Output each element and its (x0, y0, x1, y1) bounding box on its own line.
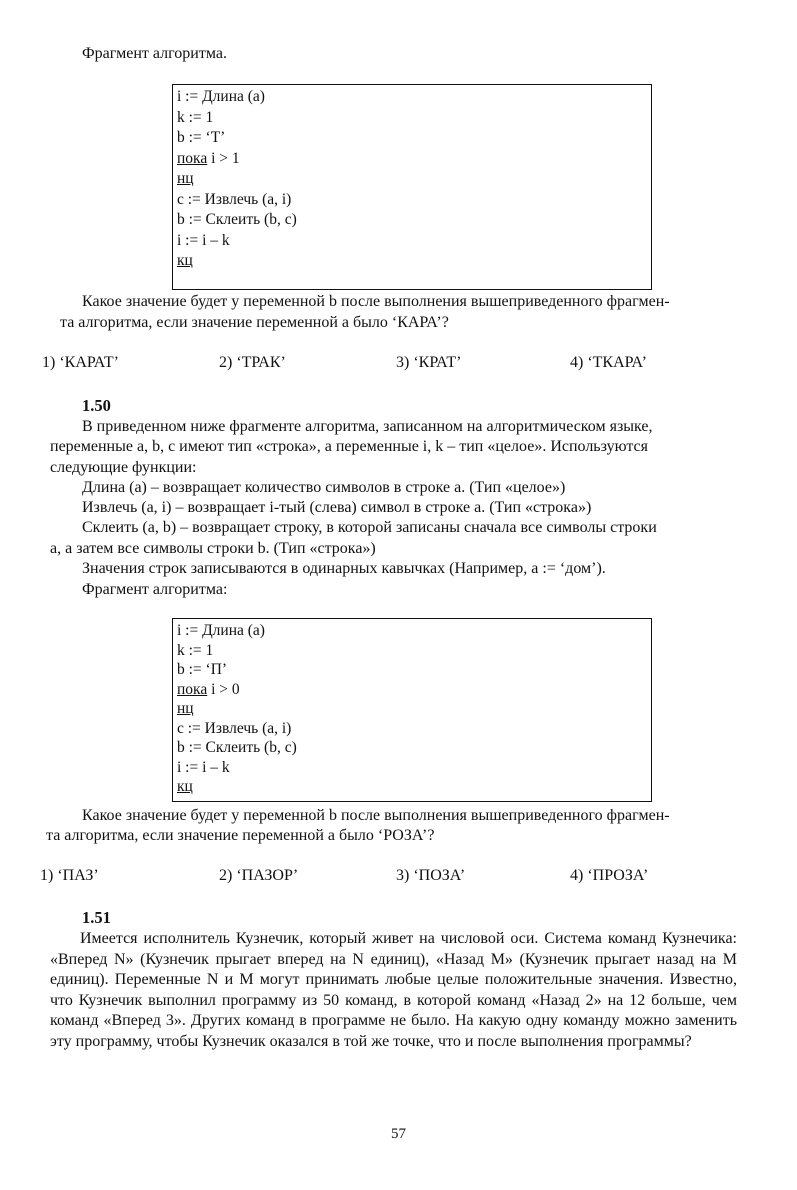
code-line: b := ‘T’ (177, 129, 226, 146)
answer-option-1: 1) ‘КАРАТ’ (42, 354, 119, 371)
task-1-50-text-line-1: В приведенном ниже фрагменте алгоритма, записанном на алгоритмическом языке, (82, 418, 653, 435)
answer-option-3: 3) ‘КРАТ’ (396, 354, 462, 371)
keyword-nc: нц (177, 170, 194, 187)
code-line (177, 251, 651, 272)
question-1-line-2: та алгоритма, если значение переменной a было ‘КАРА’? (60, 314, 449, 331)
code-line: i := Длина (a) (177, 88, 265, 105)
code-condition: i > 1 (207, 149, 240, 167)
answer-option-4: 4) ‘ПРОЗА’ (570, 867, 649, 884)
code-line: i := Длина (a) (177, 622, 265, 639)
task-1-50-text-line-3: следующие функции: (50, 459, 197, 476)
function-skleit-description-line-1: Склеить (a, b) – возвращает строку, в которой записаны сначала все символы строки (82, 519, 657, 536)
keyword-poka: пока (177, 149, 208, 167)
answer-option-1: 1) ‘ПАЗ’ (40, 867, 99, 884)
string-notation-note: Значения строк записываются в одинарных кавычках (Например, a := ‘дом’). (82, 560, 606, 577)
answer-option-4: 4) ‘ТКАРА’ (570, 354, 647, 371)
algorithm-box-2 (172, 618, 652, 802)
function-dlina-description: Длина (a) – возвращает количество символов в строке a. (Тип «целое») (82, 479, 566, 496)
code-line: b := Склеить (b, c) (177, 739, 297, 756)
answer-option-3: 3) ‘ПОЗА’ (396, 867, 466, 884)
code-line (177, 680, 651, 700)
task-number-1-50: 1.50 (82, 396, 111, 415)
page-number: 57 (391, 1126, 406, 1142)
code-line: c := Извлечь (a, i) (177, 719, 292, 737)
task-1-51-text: Имеется исполнитель Кузнечик, который живет на числовой оси. Система команд Кузнечика: «Вперед N» (Кузнечик прыгает вперед на N единиц), «Назад M» (Кузнечик прыгает назад на M единиц). Переменные N и M могут принимать любые целые положительные значения. Известно, что Кузнечик выполнил программу из 50 команд, в которой команд «Назад 2» на 12 больше, чем команд «Вперед 3». Других команд в программе не было. На какую одну команду можно заменить эту программу, чтобы Кузнечик оказался в той же точке, что и после выполнения программы? (50, 930, 737, 1050)
answer-option-2: 2) ‘ТРАК’ (219, 354, 286, 371)
code-line (177, 169, 651, 190)
code-line: b := ‘П’ (177, 661, 228, 678)
keyword-kc: кц (177, 252, 193, 269)
code-line: i := i – k (177, 758, 230, 776)
task-number-1-51: 1.51 (82, 908, 111, 927)
answer-option-2: 2) ‘ПАЗОР’ (219, 867, 299, 884)
fragment-label-1: Фрагмент алгоритма. (82, 45, 227, 62)
keyword-poka: пока (177, 680, 208, 698)
algorithm-box-1 (172, 84, 652, 290)
code-line: c := Извлечь (a, i) (177, 190, 292, 208)
code-line: i := i – k (177, 231, 230, 249)
function-izvlech-description: Извлечь (a, i) – возвращает i-тый (слева) символ в строке a. (Тип «строка») (82, 499, 592, 516)
question-1-line-1: Какое значение будет у переменной b после выполнения вышеприведенного фрагмен- (82, 293, 670, 310)
task-1-50-text-line-2: переменные a, b, c имеют тип «строка», а переменные i, k – тип «целое». Используются (50, 438, 648, 455)
keyword-kc: кц (177, 778, 193, 795)
code-condition: i > 0 (207, 680, 240, 698)
question-2-line-1: Какое значение будет у переменной b после выполнения вышеприведенного фрагмен- (82, 807, 670, 824)
code-line (177, 777, 651, 797)
question-2-line-2: та алгоритма, если значение переменной a было ‘РОЗА’? (46, 827, 435, 844)
fragment-label-2: Фрагмент алгоритма: (82, 581, 228, 598)
code-line (177, 149, 651, 170)
function-skleit-description-line-2: a, а затем все символы строки b. (Тип «строка») (50, 540, 376, 557)
code-line: k := 1 (177, 641, 214, 659)
keyword-nc: нц (177, 700, 194, 717)
code-line (177, 699, 651, 719)
code-line: k := 1 (177, 108, 214, 126)
code-line: b := Склеить (b, c) (177, 211, 297, 228)
